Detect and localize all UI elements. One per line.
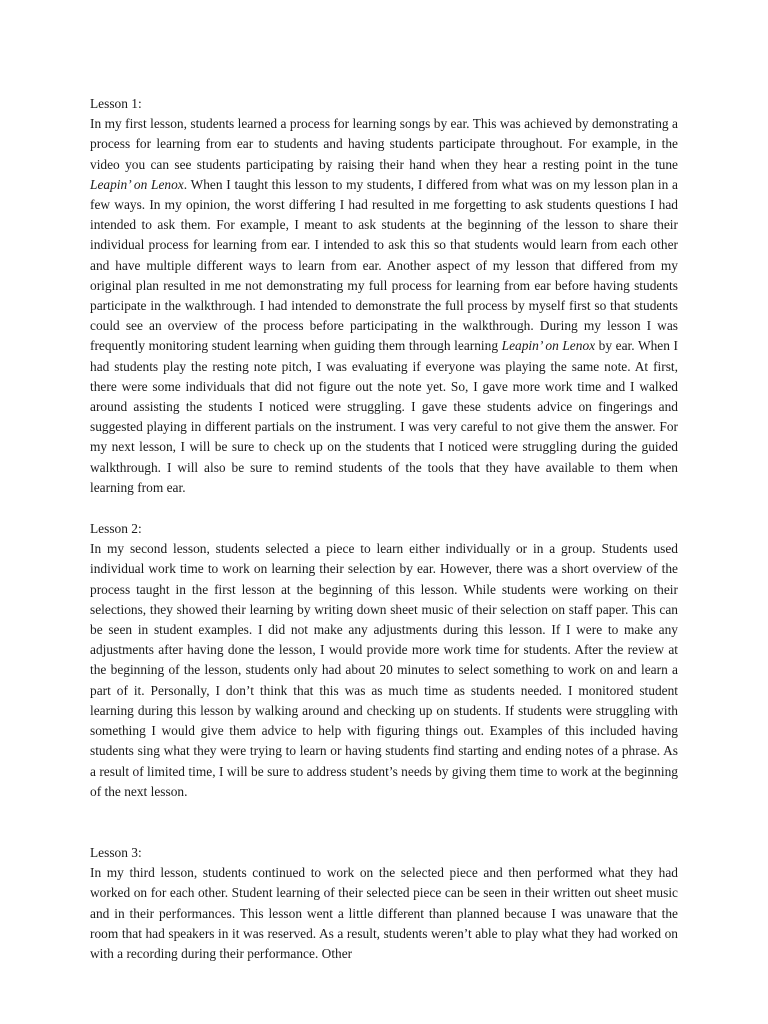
lesson-2-paragraph: In my second lesson, students selected a piece to learn either individually or in a group. Students used individual work time to work on learning their selection by ear. However, there was a short overview of the process taught in the first lesson at the beginning of this lesson. While students were working on their selections, they showed their learning by writing down sheet music of their selection on staff paper. This can be seen in student examples. I did not make any adjustments during this lesson. If I were to make any adjustments after having done the lesson, I would provide more work time for students. After the review at the beginning of the lesson, students only had about 20 minutes to select something to work on and learn a part of it. Personally, I don’t think that this was as much time as students needed. I monitored student learning during this lesson by walking around and checking up on students. If students were struggling with something I would give them advice to help with figuring things out. Examples of this included having students sing what they were trying to learn or having students find starting and ending notes of a phrase. As a result of limited time, I will be sure to address student’s needs by giving them time to work at the beginning of the next lesson.: [90, 541, 678, 799]
section-spacer: [90, 498, 678, 519]
lesson-1-tune-title-2: Leapin’ on Lenox: [501, 338, 596, 354]
lesson-1-paragraph: [90, 114, 678, 498]
lesson-1-section: [90, 94, 678, 498]
lesson-2-heading: Lesson 2:: [90, 521, 142, 537]
lesson-1-heading: Lesson 1:: [90, 96, 142, 111]
lesson-3-section: [90, 843, 678, 964]
lesson-2-section: [90, 519, 678, 802]
lesson-1-text-part-1: In my first lesson, students learned a process for learning songs by ear. This was achieved by demonstrating a process for learning from ear to students and having students participate throughout. For example, in the video you can see students participating by raising their hand when they hear a resting point in the tune: [90, 116, 678, 172]
lesson-3-paragraph: In my third lesson, students continued to work on the selected piece and then performed what they had worked on for each other. Student learning of their selected piece can be seen in their written out sheet music and in their performances. This lesson went a little different than planned because I was unaware that the room that had speakers in it was reserved. As a result, students weren’t able to play what they had worked on with a recording during their performance. Other: [90, 865, 678, 961]
lesson-3-heading: Lesson 3:: [90, 844, 142, 860]
lesson-1-tune-title-1: Leapin’ on Lenox: [90, 176, 184, 192]
lesson-1-text-part-2: . When I taught this lesson to my students, I differed from what was on my lesson plan in a few ways. In my opinion, the worst differing I had resulted in me forgetting to ask students questions I had intended to ask them. For example, I meant to ask students at the beginning of the lesson to share their individual process for learning from ear. I intended to ask this so that students would learn from each other and have multiple different ways to learn from ear. Another aspect of my lesson that differed from my original plan resulted in me not demonstrating my full process for learning from ear before having students participate in the walkthrough. I had intended to demonstrate the full process by myself first so that students could see an overview of the process before participating in the walkthrough. During my lesson I was frequently monitoring student learning when guiding them through learning: [90, 176, 679, 354]
section-spacer: [90, 802, 678, 843]
document-page: [90, 94, 678, 964]
lesson-1-text-part-3: by ear. When I had students play the resting note pitch, I was evaluating if everyone was playing the same note. At first, there were some individuals that did not figure out the note yet. So, I gave more work time and I walked around assisting the students I noticed were struggling. I gave these students advice on fingerings and suggested playing in different partials on the instrument. I was very careful to not give them the answer. For my next lesson, I will be sure to check up on the students that I noticed were struggling during the guided walkthrough. I will also be sure to remind students of the tools that they have available to them when learning from ear.: [90, 338, 678, 495]
